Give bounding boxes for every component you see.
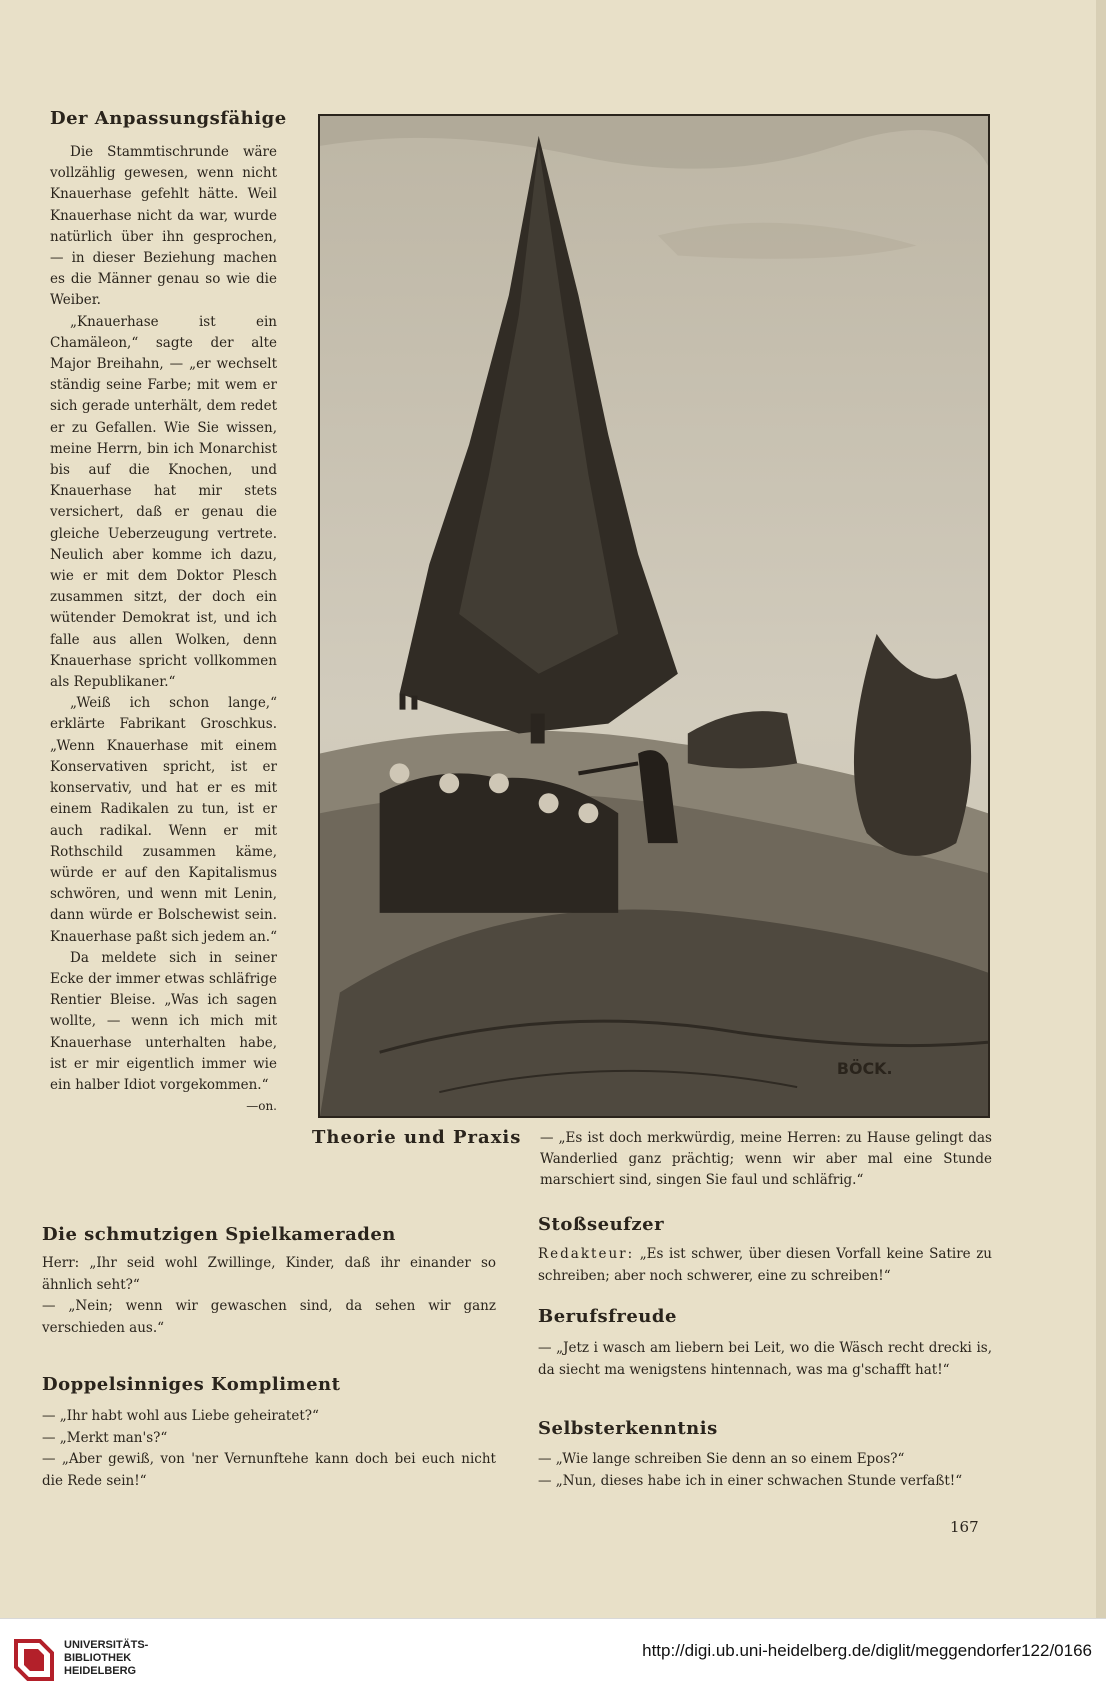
paragraph-text: Da meldete sich in seiner Ecke der immer etwas schläfrige Rentier Bleise. „Was ich sagen wollte, — wenn ich mich mit Knauerhase unterhalten habe, ist er mir eigentlich immer wie ein halber Idiot vorgekommen.“ xyxy=(50,949,277,1093)
illustration-theorie-und-praxis xyxy=(318,114,990,1118)
speaker-label: Herr: xyxy=(42,1255,80,1271)
article-title-stossseufzer: Stoßseufzer xyxy=(538,1214,665,1235)
dialogue-line xyxy=(538,1244,992,1287)
dialogue-line xyxy=(42,1253,496,1296)
article-title-selbsterkenntnis: Selbsterkenntnis xyxy=(538,1418,718,1439)
dialogue-line: — „Merkt man's?“ xyxy=(42,1429,168,1446)
paragraph xyxy=(50,948,277,1114)
logo-line: UNIVERSITÄTS- xyxy=(64,1639,149,1651)
dialogue-line: — „Nun, dieses habe ich in einer schwachen Stunde verfaßt!“ xyxy=(538,1472,963,1489)
illustration-caption-title: Theorie und Praxis xyxy=(312,1127,522,1148)
article-title-anpassung: Der Anpassungsfähige xyxy=(50,108,287,129)
logo-line: BIBLIOTHEK xyxy=(64,1652,132,1664)
artist-signature: BÖCK. xyxy=(836,1059,893,1079)
dialogue-line: — „Aber gewiß, von 'ner Vernunftehe kann doch bei euch nicht die Rede sein!“ xyxy=(42,1451,496,1489)
article-title-spielkameraden: Die schmutzigen Spielkameraden xyxy=(42,1224,396,1245)
dialogue-line: — „Ihr habt wohl aus Liebe geheiratet?“ xyxy=(42,1408,319,1424)
logo-line: HEIDELBERG xyxy=(64,1665,137,1677)
author-signature: —on. xyxy=(246,1099,277,1114)
paragraph: Die Stammtischrunde wäre vollzählig gewesen, wenn nicht Knauerhase gefehlt hätte. Weil Knauerhase nicht da war, wurde natürlich über ihn gesprochen, — in dieser Beziehung machen es die Männer genau so wie die Weiber. xyxy=(50,144,277,309)
article-title-berufsfreude: Berufsfreude xyxy=(538,1306,677,1327)
tree-hikers-drawing xyxy=(320,116,988,1116)
page-gutter xyxy=(1096,0,1106,1618)
article-body-spielkameraden xyxy=(42,1253,496,1339)
article-body-berufsfreude xyxy=(538,1338,992,1381)
illustration-caption-quote: — „Es ist doch merkwürdig, meine Herren: zu Hause gelingt das Wanderlied ganz prächtig; wenn wir aber mal eine Stunde marschiert sind, singen Sie faul und schläfrig.“ xyxy=(540,1130,992,1188)
paragraph: „Knauerhase ist ein Chamäleon,“ sagte der alte Major Breihahn, — „er wechselt ständig seine Farbe; mit wem er sich gerade unterhält, dem redet er zu Gefallen. Wie Sie wissen, meine Herrn, bin ich Monarchist bis auf die Knochen, und Knauerhase hat mir stets versichert, daß er genau die gleiche Ueberzeugung vertrete. Neulich aber komme ich dazu, wie er mit dem Doktor Plesch zusammen sitzt, der doch ein wütender Demokrat ist, und ich falle aus allen Wolken, denn Knauerhase spricht vollkommen als Republikaner.“ xyxy=(50,313,277,691)
paragraph: „Weiß ich schon lange,“ erklärte Fabrikant Groschkus. „Wenn Knauerhase mit einem Konservativen spricht, ist er konservativ, und hat er es mit einem Radikalen zu tun, ist er auch radikal. Wenn er mit Rothschild zusammen käme, würde er auf den Kapitalismus schwören, und wenn mit Lenin, dann würde er Bolschewist sein. Knauerhase paßt sich jedem an.“ xyxy=(50,695,277,945)
dialogue-line: — „Jetz i wasch am liebern bei Leit, wo die Wäsch recht drecki is, da siecht ma wenigstens hintennach, was ma g'schafft hat!“ xyxy=(538,1340,992,1378)
dialogue-line: — „Wie lange schreiben Sie denn an so einem Epos?“ xyxy=(538,1451,905,1467)
article-title-kompliment: Doppelsinniges Kompliment xyxy=(42,1374,341,1395)
dialogue-text: „Es ist schwer, über diesen Vorfall keine Satire zu schreiben; aber noch schwerer, eine zu schreiben!“ xyxy=(538,1246,992,1284)
page-number: 167 xyxy=(950,1518,979,1536)
dialogue-line: — „Nein; wenn wir gewaschen sind, da sehen wir ganz verschieden aus.“ xyxy=(42,1298,496,1336)
article-body-stossseufzer xyxy=(538,1244,992,1287)
university-logo-text xyxy=(64,1639,148,1678)
footer-bar xyxy=(0,1618,1106,1697)
dialogue-text: „Ihr seid wohl Zwillinge, Kinder, daß ihr einander so ähnlich seht?“ xyxy=(42,1255,497,1293)
speaker-label: Redakteur: xyxy=(538,1246,635,1262)
article-body-selbsterkenntnis xyxy=(538,1449,992,1492)
university-logo-icon[interactable] xyxy=(12,1635,56,1685)
source-url-link[interactable]: http://digi.ub.uni-heidelberg.de/diglit/meggendorfer122/0166 xyxy=(642,1641,1092,1660)
article-body-anpassung xyxy=(50,142,277,1117)
article-body-kompliment xyxy=(42,1406,496,1492)
